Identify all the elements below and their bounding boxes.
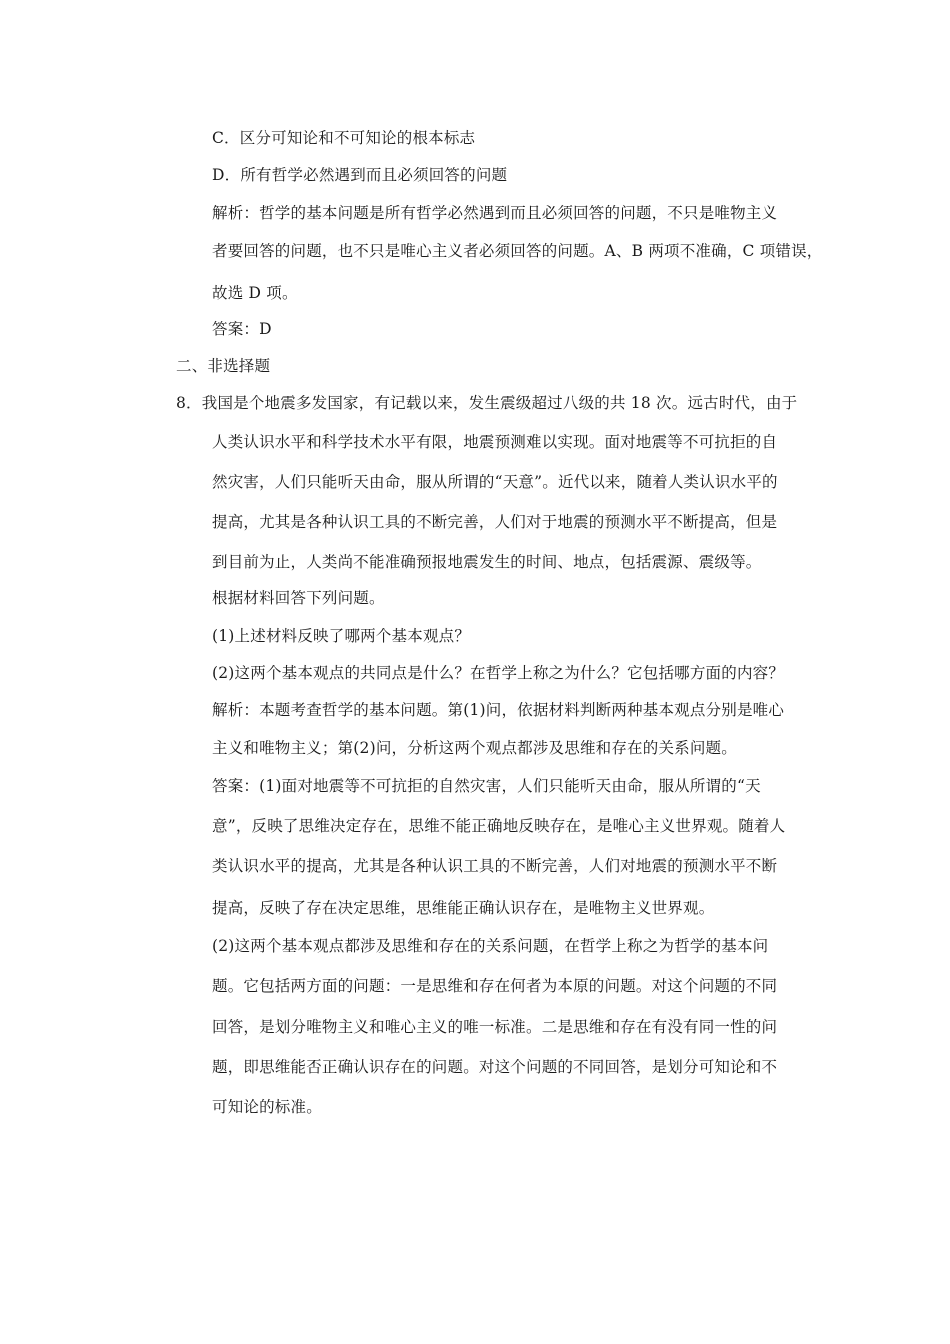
- q8-answer-2-line-4: 题，即思维能否正确认识存在的问题。对这个问题的不同回答，是划分可知论和不: [212, 1058, 778, 1076]
- q8-answer-1-line-4: 提高，反映了存在决定思维，思维能正确认识存在，是唯物主义世界观。: [212, 899, 715, 917]
- answer-line: 答案：D: [212, 320, 272, 338]
- q8-answer-2-line-1: (2)这两个基本观点都涉及思维和存在的关系问题，在哲学上称之为哲学的基本问: [212, 937, 769, 955]
- option-d: D．所有哲学必然遇到而且必须回答的问题: [212, 166, 508, 184]
- q8-answer-1-line-1: 答案：(1)面对地震等不可抗拒的自然灾害，人们只能听天由命，服从所谓的“天: [212, 777, 761, 795]
- sub-question-2: (2)这两个基本观点的共同点是什么？在哲学上称之为什么？它包括哪方面的内容？: [212, 664, 785, 682]
- analysis-line-3: 故选 D 项。: [212, 284, 298, 302]
- q8-answer-2-line-3: 回答，是划分唯物主义和唯心主义的唯一标准。二是思维和存在有没有同一性的问: [212, 1018, 778, 1036]
- sub-question-1: (1)上述材料反映了哪两个基本观点？: [212, 627, 471, 645]
- question-8-line-5: 到目前为止，人类尚不能准确预报地震发生的时间、地点，包括震源、震级等。: [212, 553, 762, 571]
- q8-analysis-line-2: 主义和唯物主义；第(2)问，分析这两个观点都涉及思维和存在的关系问题。: [212, 739, 737, 757]
- analysis-line-2: 者要回答的问题，也不只是唯心主义者必须回答的问题。A、B 两项不准确，C 项错误，: [212, 242, 823, 260]
- analysis-line-1: 解析：哲学的基本问题是所有哲学必然遇到而且必须回答的问题，不只是唯物主义: [212, 204, 778, 222]
- question-8-line-1: 8．我国是个地震多发国家，有记载以来，发生震级超过八级的共 18 次。远古时代，由于: [176, 394, 798, 412]
- q8-answer-1-line-3: 类认识水平的提高，尤其是各种认识工具的不断完善，人们对地震的预测水平不断: [212, 857, 778, 875]
- q8-analysis-line-1: 解析：本题考查哲学的基本问题。第(1)问，依据材料判断两种基本观点分别是唯心: [212, 701, 785, 719]
- q8-answer-1-line-2: 意”，反映了思维决定存在，思维不能正确地反映存在，是唯心主义世界观。随着人: [212, 817, 786, 835]
- question-8-line-4: 提高，尤其是各种认识工具的不断完善，人们对于地震的预测水平不断提高，但是: [212, 513, 778, 531]
- q8-answer-2-line-5: 可知论的标准。: [212, 1098, 322, 1116]
- section-heading: 二、非选择题: [176, 357, 271, 375]
- question-8-line-2: 人类认识水平和科学技术水平有限，地震预测难以实现。面对地震等不可抗拒的自: [212, 433, 778, 451]
- q8-answer-2-line-2: 题。它包括两方面的问题：一是思维和存在何者为本原的问题。对这个问题的不同: [212, 977, 778, 995]
- question-8-prompt: 根据材料回答下列问题。: [212, 589, 385, 607]
- question-8-line-3: 然灾害，人们只能听天由命，服从所谓的“天意”。近代以来，随着人类认识水平的: [212, 473, 778, 491]
- option-c: C．区分可知论和不可知论的根本标志: [212, 129, 476, 147]
